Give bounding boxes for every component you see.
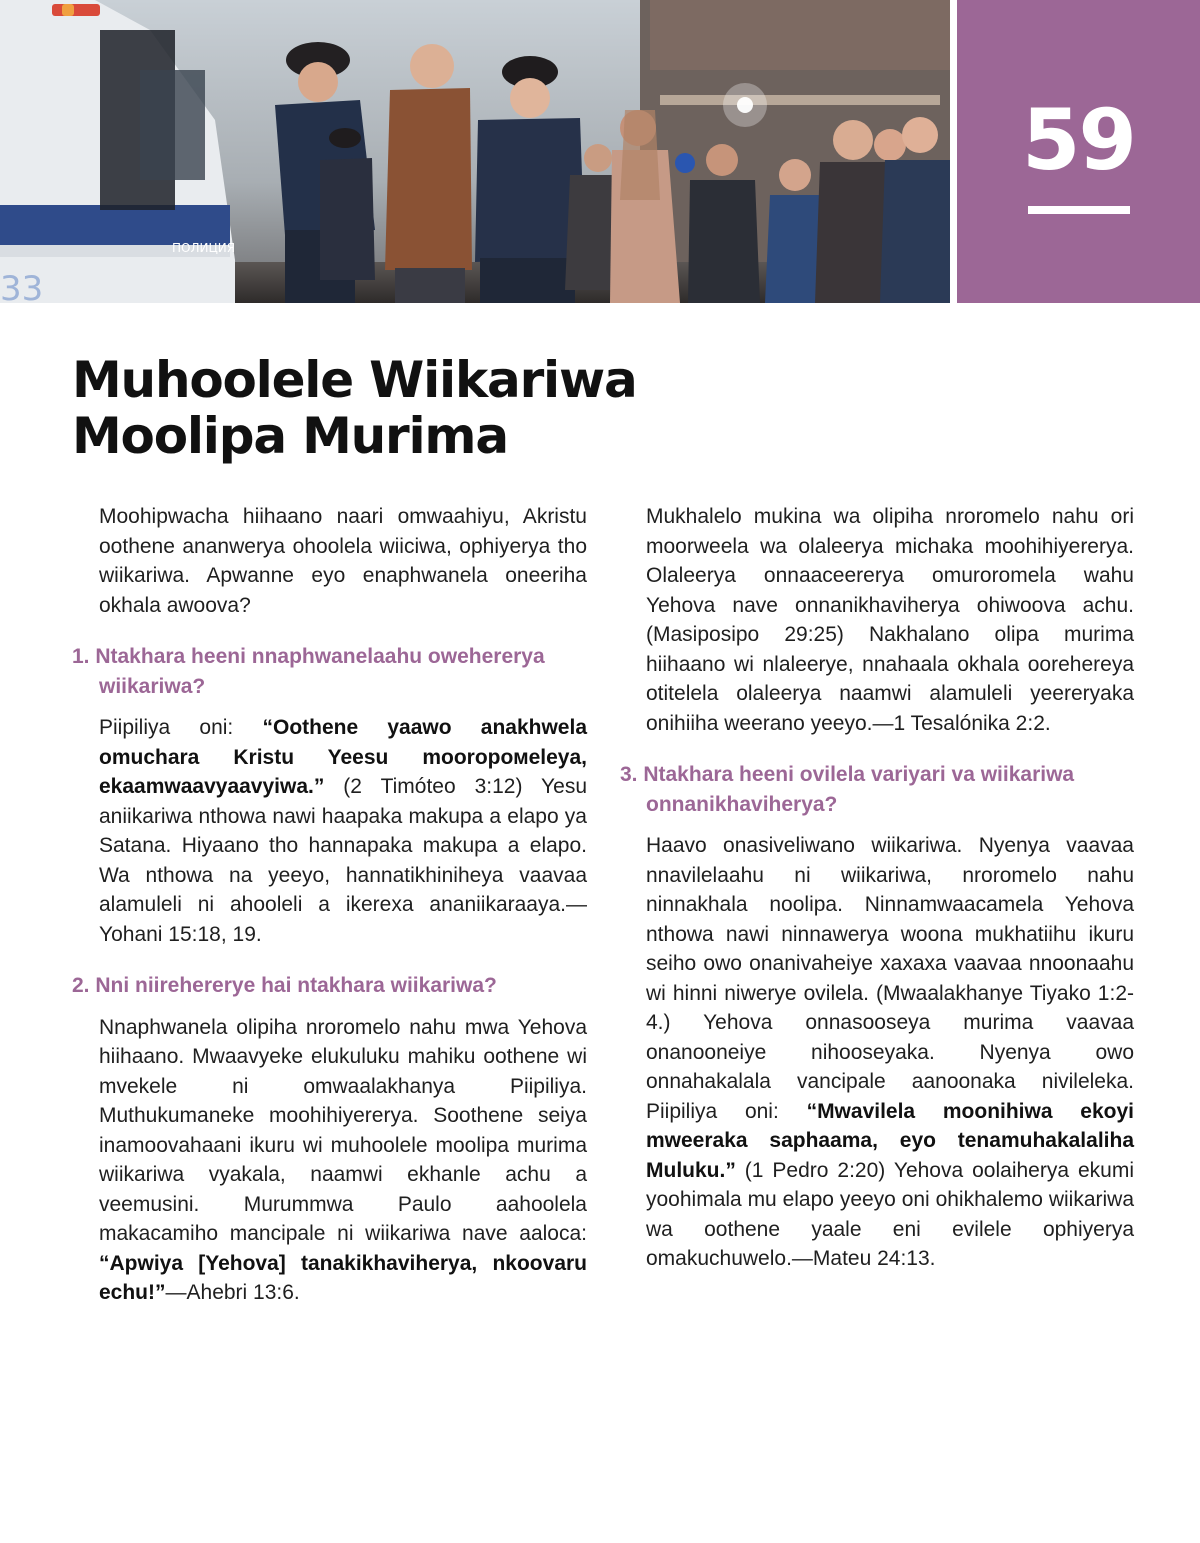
answer-text: —Ahebri 13:6. xyxy=(165,1281,300,1304)
scripture-quote: “Apwiya [Yehova] tanakikhaviherya, nkoovaru echu!” xyxy=(99,1251,587,1304)
question-2-heading: 2. Nni niirehererye hai ntakhara wiikariwa? xyxy=(72,974,497,997)
answer-text: Haavo onasiveliwano wiikariwa. Nyenya vaavaa nnavilelaahu ni wiikariwa, nroromelo nahu ninnakhala noolipa. Ninnamwaacamela Yehova nthowa nawi ninnawerya woona mukhatiihu ikuru seiho owo onanivaheiye xaxaxa vaavaa nnoonaahu wi hinni niwerye ovilela. (Mwaalakhanye Tiyako 1:2-4.) Yehova onnasooseya murima vaavaa onanooneiye nihooseyaka. Nyenya owo onnahakalala vancipale aanoonaka nivileleka. Piipiliya oni: xyxy=(646,834,1134,1123)
intro-paragraph: Moohipwacha hiihaano naari omwaahiyu, Akristu oothene ananwerya ohoolela wiiciwa, ophiyerya tho wiikariwa. Apwanne eyo enaphwanela oneeriha okhala awoova? xyxy=(99,505,587,617)
answer-text: (2 Timóteo 3:12) Yesu aniikariwa nthowa nawi haapaka makupa a elapo ya Satana. Hiyaano tho hannapaka makupa a elapo. Wa nthowa na yeeyo, hannatikhiniheya vaavaa alamuleli ni ahooleli a ikerexa ananiikaraaya.—Yohani 15:18, 19. xyxy=(99,775,587,946)
right-column xyxy=(620,502,1134,1274)
lesson-number: 59 xyxy=(1022,91,1135,189)
lesson-number-underline xyxy=(1028,206,1130,214)
police-arrest-scene xyxy=(0,0,950,303)
left-column xyxy=(72,502,587,1308)
question-3-answer xyxy=(620,831,1134,1274)
van-number: 33 xyxy=(0,269,44,303)
page-title-line-2: Moolipa Murima xyxy=(72,407,508,465)
people-group xyxy=(275,42,585,303)
lesson-number-box xyxy=(957,0,1200,303)
van-text: ПОЛИЦИЯ xyxy=(172,241,236,255)
header-photo xyxy=(0,0,950,303)
scripture-quote: “Mwavilela moonihiwa ekoyi mweeraka saphaama, eyo tenamuhakalaliha Muluku.” xyxy=(646,1099,1134,1182)
question-1-answer xyxy=(72,713,587,949)
page-title-line-1: Muhoolele Wiikariwa xyxy=(72,351,637,409)
question-3-heading: 3. Ntakhara heeni ovilela variyari va wiikariwa onnanikhaviherya? xyxy=(620,763,1075,816)
page-title xyxy=(72,352,637,464)
answer-text: Piipiliya oni: xyxy=(99,716,263,739)
scripture-quote: “Oothene yaawo anakhwela omuchara Kristu Yeesu mooroромeleya, ekaamwaavyaavyiwa.” xyxy=(99,716,587,798)
answer-text: (1 Pedro 2:20) Yehova oolaiherya ekumi yoohimala mu elapo yeeyo oni ohikhalemo wiikariwa wa oothene yaale eni evilele ophiyerya omakuchuwelo.—Mateu 24:13. xyxy=(646,1158,1134,1270)
question-2-answer-continued: Mukhalelo mukina wa olipiha nroromelo nahu ori moorweela wa olaleerya michaka moohihiyererya. Olaleerya onnaaceererya omuroromela wahu Yehova nave onnanikhaviherya ohiwoova achu. (Masiposipo 29:25) Nakhalano olipa murima hiihaano wi nlaleerye, nnahaala okhala oorehereya otitelela olaleerya naamwi alamuleli yeereryaka onihiiha weerano yeeyo.—1 Tesalónika 2:2. xyxy=(646,505,1134,735)
answer-text: Nnaphwanela olipiha nroromelo nahu mwa Yehova hiihaano. Mwaavyeke elukuluku mahiku oothene wi mvekele ni omwaalakhanya Piipiliya. Muthukumaneke moohihiyererya. Soothene seiya inamoovahaani ikuru wi muhoolele moolipa murima wiikariwa vyakala, naamwi ekhanle achu a veemusini. Murummwa Paulo aahoolela makacamiho mancipale ni wiikariwa nave aaloca: xyxy=(99,1015,587,1245)
question-2-answer xyxy=(72,1013,587,1308)
question-1-heading: 1. Ntakhara heeni nnaphwanelaahu owehererya wiikariwa? xyxy=(72,645,545,698)
